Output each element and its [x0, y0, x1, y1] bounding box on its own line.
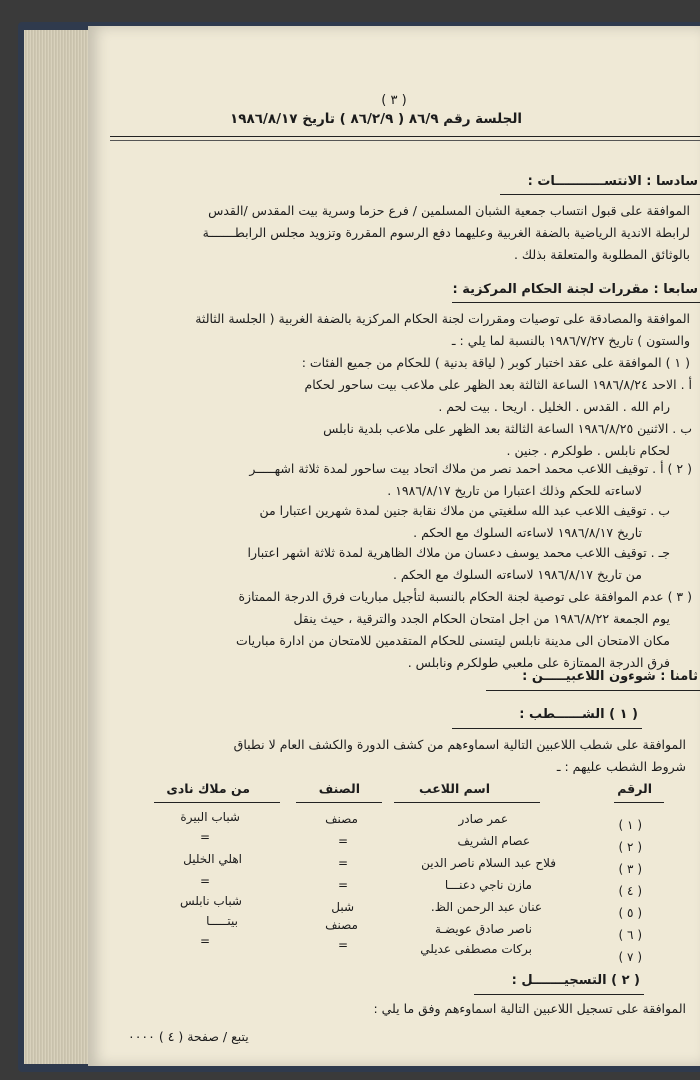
header-underline-class: [296, 802, 382, 803]
section-seventh-line-17: فرق الدرجة الممتازة على ملعبي طولكرم ونابلس .: [407, 655, 670, 670]
section-seventh-line-2: والستون ) تاريخ ١٩٨٦/٧/٢٧ بالنسبة لما يلي : ـ: [451, 333, 690, 348]
section-sixth-line-1: الموافقة على قبول انتساب جمعية الشبان المسلمين / فرع حزما وسرية بيت المقدس /القدس: [208, 203, 690, 218]
section-sixth-line-2: لرابطة الاندية الرياضية بالضفة الغربية وعليهما دفع الرسوم المقررة وتزويد مجلس الرابطـــــــة: [202, 225, 690, 240]
cell-class: =: [337, 834, 348, 848]
cell-player: بركات مصطفى عديلي: [420, 942, 532, 956]
sub-strike-line-1: الموافقة على شطب اللاعبين التالية اسماوءهم من كشف الدورة والكشف العام لا نطباق: [233, 737, 686, 752]
page-number: ( ٣ ): [381, 93, 407, 108]
header-rule-thin: [110, 140, 700, 141]
section-seventh-line-6: ب . الاثنين ١٩٨٦/٨/٢٥ الساعة الثالثة بعد الظهر على ملاعب بلدية نابلس: [323, 421, 692, 436]
sub-registration-underline: [474, 994, 644, 995]
cell-club: شباب نابلس: [179, 894, 242, 908]
section-seventh-line-3: ( ١ ) الموافقة على عقد اختبار كوبر ( لياقة بدنية ) للحكام من جميع الفئات :: [301, 355, 690, 370]
cell-class: مصنف: [325, 812, 358, 826]
section-seventh-line-16: مكان الامتحان الى مدينة نابلس ليتسنى للحكام المتقدمين للامتحان من ادارة مباريات: [236, 633, 670, 648]
header-rule: [110, 136, 700, 137]
table-header-club: من ملاك نادى: [166, 781, 250, 796]
sub-registration-line: الموافقة على تسجيل اللاعبين التالية اسماوءهم وفق ما يلي :: [373, 1001, 686, 1016]
cell-club: شباب البيرة: [180, 810, 240, 824]
section-eighth-underline: [486, 690, 700, 691]
cell-class: مصنف: [325, 918, 358, 932]
cell-class: شبل: [331, 900, 354, 914]
section-eighth-heading: ثامنا : شوءون اللاعبيـــــن :: [522, 669, 698, 684]
section-seventh-line-11: تاريخ ١٩٨٦/٨/١٧ لاساءته السلوك مع الحكم .: [413, 525, 642, 540]
sub-strike-underline: [452, 728, 642, 729]
cell-player: فلاح عبد السلام ناصر الدين: [421, 856, 556, 870]
section-seventh-line-7: لحكام نابلس . طولكرم . جنين .: [506, 443, 670, 458]
sub-strike-heading: ( ١ ) الشــــــطب :: [519, 707, 638, 722]
section-seventh-underline: [452, 302, 700, 303]
cell-club: =: [199, 830, 210, 844]
page-edges: [24, 30, 92, 1064]
section-sixth-underline: [500, 194, 700, 195]
cell-player: عمر صادر: [458, 812, 508, 826]
section-sixth-line-3: بالوثائق المطلوبة والمتعلقة بذلك .: [513, 247, 690, 262]
section-seventh-heading: سابعا : مقررات لجنة الحكام المركزية :: [452, 282, 698, 297]
section-seventh-line-8: ( ٢ ) أ . توقيف اللاعب محمد احمد نصر من ملاك اتحاد بيت ساحور لمدة ثلاثة اشهـــــر: [249, 461, 692, 476]
section-seventh-line-14: ( ٣ ) عدم الموافقة على توصية لجنة الحكام بالنسبة لتأجيل مباريات فرق الدرجة الممتازة: [238, 589, 692, 604]
cell-player: مازن ناجي دعنـــا: [444, 878, 532, 892]
section-seventh-line-5: رام الله . القدس . الخليل . اريحا . بيت لحم .: [438, 399, 670, 414]
cell-club: بيتـــــا: [206, 914, 238, 928]
section-seventh-line-12: جـ . توقيف اللاعب محمد يوسف دعسان من ملاك الظاهرية لمدة ثلاثة اشهر اعتبارا: [247, 545, 670, 560]
section-sixth-heading: سادسا : الانتســـــــــــات :: [527, 174, 698, 189]
cell-class: =: [337, 938, 348, 952]
cell-club: =: [199, 934, 210, 948]
document-page: [88, 26, 700, 1066]
cell-player: عصام الشريف: [457, 834, 530, 848]
section-seventh-line-9: لاساءته للحكم وذلك اعتبارا من تاريخ ١٩٨٦/٨/١٧ .: [387, 483, 642, 498]
header-underline-player: [394, 802, 540, 803]
cell-number: ( ٧ ): [618, 950, 642, 964]
table-header-class: الصنف: [318, 781, 360, 796]
section-seventh-line-10: ب . توقيف اللاعب عبد الله سلغيتي من ملاك نقابة جنين لمدة شهرين اعتبارا من: [259, 503, 670, 518]
cell-club: اهلي الخليل: [183, 852, 242, 866]
header-underline-number: [614, 802, 664, 803]
sub-strike-line-2: شروط الشطب عليهم : ـ: [556, 759, 686, 774]
cell-class: =: [337, 856, 348, 870]
table-header-number: الرقم: [617, 781, 652, 796]
sub-registration-heading: ( ٢ ) التسجيـــــــل :: [511, 973, 640, 988]
section-seventh-line-1: الموافقة والمصادقة على توصيات ومقررات لجنة الحكام المركزية بالضفة الغربية ( الجلسة الثالثة: [195, 311, 690, 326]
cell-number: ( ٢ ): [618, 840, 642, 854]
cell-number: ( ٦ ): [618, 928, 642, 942]
cell-player: عنان عبد الرحمن الظ.: [430, 900, 542, 914]
section-seventh-line-4: أ . الاحد ١٩٨٦/٨/٢٤ الساعة الثالثة بعد الظهر على ملاعب بيت ساحور لحكام: [304, 377, 692, 392]
cell-number: ( ٤ ): [618, 884, 642, 898]
table-header-player: اسم اللاعب: [419, 781, 490, 796]
cell-number: ( ١ ): [618, 818, 642, 832]
section-seventh-line-15: يوم الجمعة ١٩٨٦/٨/٢٢ من اجل امتحان الحكام الجدد والترقية ، حيث ينقل: [293, 611, 670, 626]
cell-player: ناصر صادق عويضـة: [435, 922, 532, 936]
cell-number: ( ٥ ): [618, 906, 642, 920]
session-line: الجلسة رقم ٨٦/٩ ( ٨٦/٢/٩ ) تاريخ ١٩٨٦/٨/١٧: [229, 111, 523, 127]
continued-footer: يتبع / صفحة ( ٤ ) ٠٠٠٠: [128, 1029, 249, 1044]
section-seventh-line-13: من تاريخ ١٩٨٦/٨/١٧ لاساءته السلوك مع الحكم .: [392, 567, 642, 582]
cell-number: ( ٣ ): [618, 862, 642, 876]
header-underline-club: [154, 802, 280, 803]
cell-club: =: [199, 874, 210, 888]
cell-class: =: [337, 878, 348, 892]
